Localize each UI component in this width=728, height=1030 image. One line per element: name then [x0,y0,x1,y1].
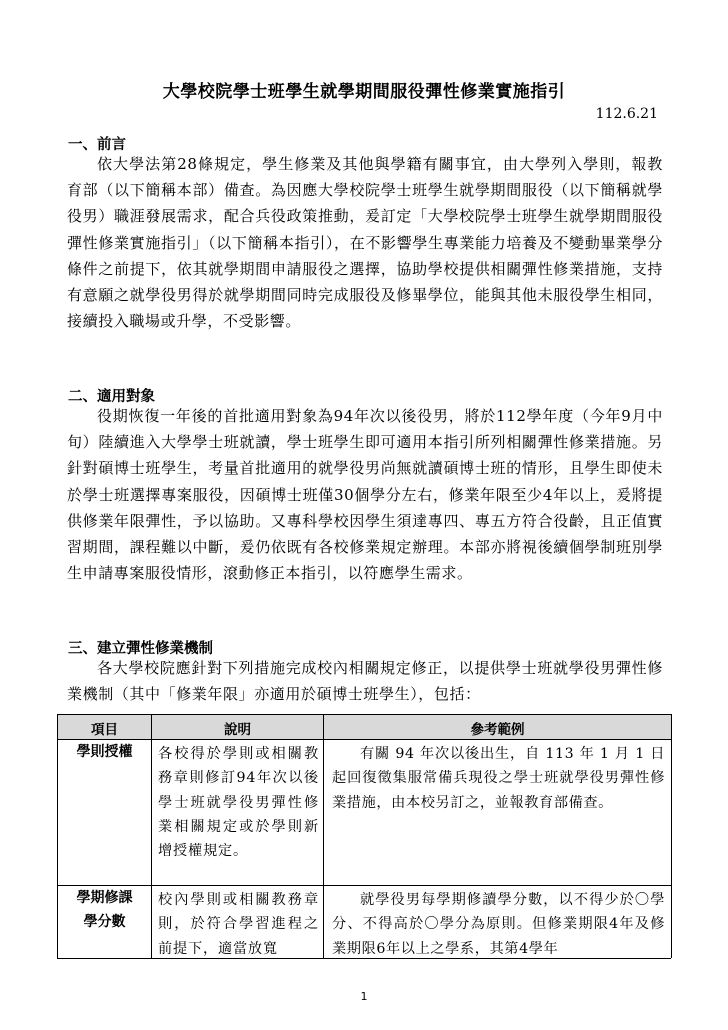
section-paragraph: 各大學校院應針對下列措施完成校內相關規定修正，以提供學士班就學役男彈性修業機制（其中「修業年限」亦適用於碩博士班學生），包括： [67,659,663,704]
row-example: 有關 94 年次以後出生，自 113 年 1 月 1 日起回復徵集服常備兵現役之學士班就學役男彈性修業措施，由本校另訂之，並報教育部備查。 [324,740,672,886]
section-heading: 二、適用對象 [68,389,155,405]
table-row [58,886,672,959]
table-bottom-border [57,958,671,959]
row-example: 就學役男每學期修讀學分數，以不得少於〇學分、不得高於〇學分為原則。但修業期限4年及修業期限6年以上之學系，其第4學年 [324,886,672,959]
row-description: 各校得於學則或相關教務章則修訂94年次以後學士班就學役男彈性修業相關規定或於學則新增授權規定。 [152,740,324,886]
page-number: 1 [360,990,368,1003]
row-item-text: 學期修課學分數 [76,890,133,930]
table-row [58,740,672,886]
column-header-example: 參考範例 [324,715,672,740]
row-description: 校內學則或相關教務章則，於符合學習進程之前提下，適當放寬 [152,886,324,959]
table-header-row [58,715,672,740]
column-header-description: 說明 [152,715,324,740]
row-item: 學則授權 [58,740,152,886]
document-title: 大學校院學士班學生就學期間服役彈性修業實施指引 [162,82,566,102]
section-paragraph: 役期恢復一年後的首批適用對象為94年次以後役男，將於112學年度（今年9月中旬）陸續進入大學學士班就讀，學士班學生即可適用本指引所列相關彈性修業措施。另針對碩博士班學生，考量首批適用的就學役男尚無就讀碩博士班的情形，且學生即使未於學士班選擇專案服役，因碩博士班僅30個學分左右，修業年限至少4年以上，爰將提供修業年限彈性，予以協助。又專科學校因學生須達專四、專五方符合役齡，且正值實習期間，課程難以中斷，爰仍依既有各校修業規定辦理。本部亦將視後續個學制班別學生申請專案服役情形，滾動修正本指引，以符應學生需求。 [67,407,663,583]
section-heading: 三、建立彈性修業機制 [68,641,213,657]
section-heading: 一、前言 [68,137,126,153]
row-item [58,886,152,959]
document-date: 112.6.21 [595,106,658,122]
section-paragraph: 依大學法第28條規定，學生修業及其他與學籍有關事宜，由大學列入學則，報教育部（以下簡稱本部）備查。為因應大學校院學士班學生就學期間服役（以下簡稱就學役男）職涯發展需求，配合兵役政策推動，爰訂定「大學校院學士班學生就學期間服役彈性修業實施指引」（以下簡稱本指引），在不影響學生專業能力培養及不變動畢業學分條件之前提下，依其就學期間申請服役之選擇，協助學校提供相關彈性修業措施，支持有意願之就學役男得於就學期間同時完成服役及修畢學位，能與其他未服役學生相同，接續投入職場或升學，不受影響。 [67,155,663,331]
reference-table [57,714,672,958]
column-header-item: 項目 [58,715,152,740]
